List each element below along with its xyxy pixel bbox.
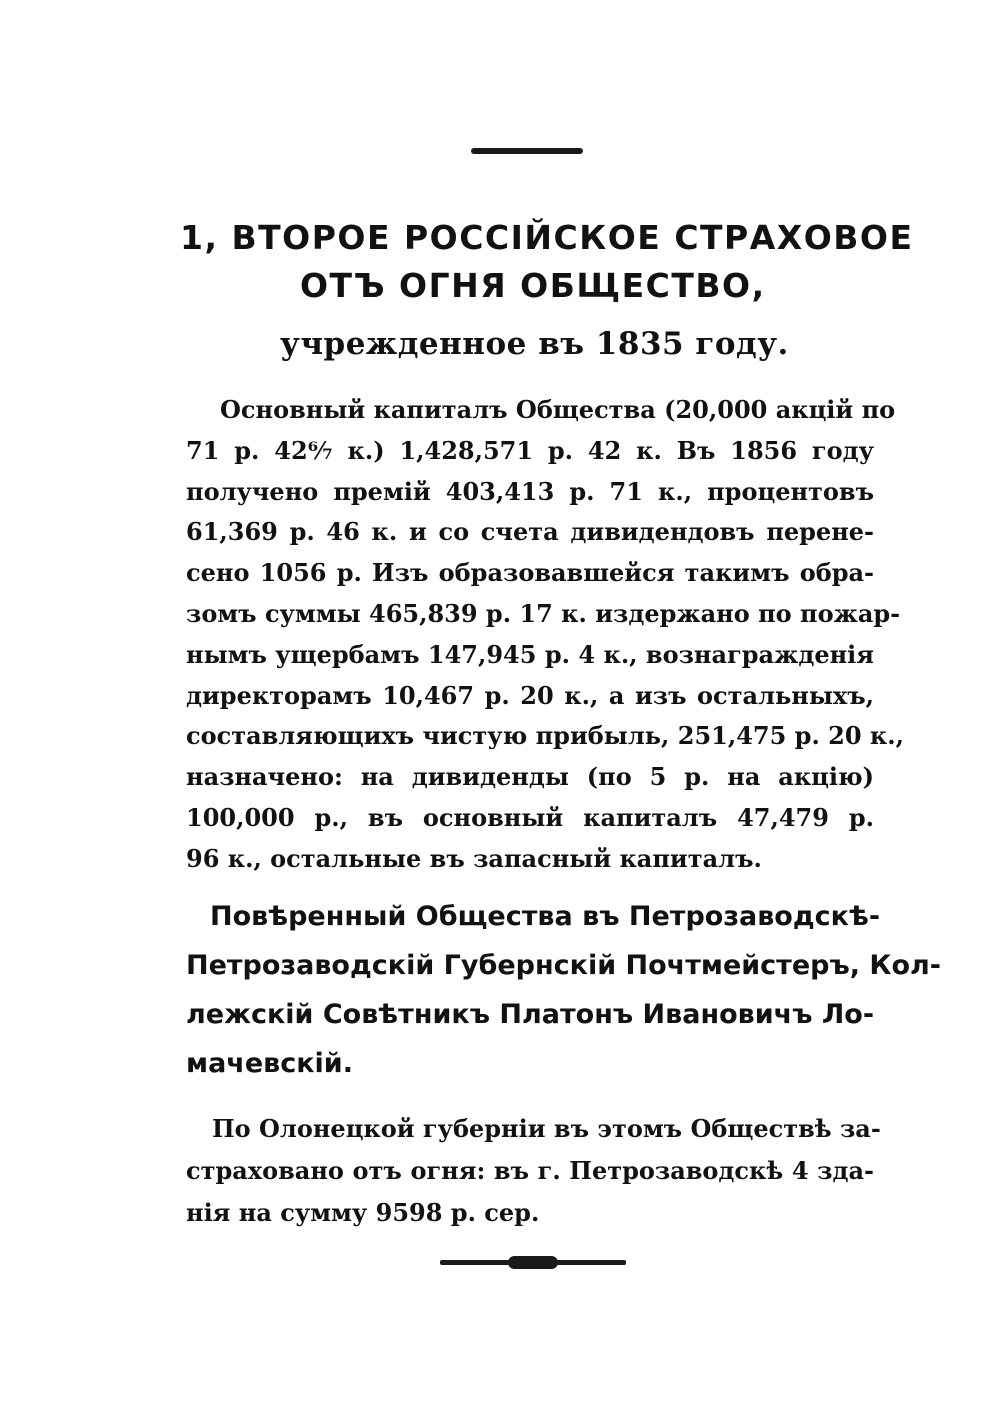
text-line: сено 1056 р. Изъ образовавшейся такимъ обра- (186, 558, 874, 588)
agent-paragraph (186, 892, 942, 1088)
text-line: 100,000 р., въ основный капиталъ 47,479 р. (186, 802, 874, 832)
heading-subtitle: учрежденное въ 1835 году. (280, 326, 789, 362)
ornament-center-beads (508, 1256, 558, 1269)
text-line: нія на сумму 9598 р. сер. (186, 1198, 540, 1227)
heading-line-2: ОТЪ ОГНЯ ОБЩЕСТВО, (300, 266, 766, 305)
text-line: нымъ ущербамъ 147,945 р. 4 к., вознагражденія (186, 639, 874, 669)
ornament-right-bar (556, 1260, 626, 1265)
ornament-left-bar (440, 1260, 510, 1265)
text-line: зомъ суммы 465,839 р. 17 к. издержано по пожар- (186, 598, 901, 628)
text-line: 61,369 р. 46 к. и со счета дивидендовъ перене- (186, 517, 874, 547)
text-line: Повѣренный Общества въ Петрозаводскѣ- (210, 901, 881, 932)
text-line: 71 р. 42⁶⁄₇ к.) 1,428,571 р. 42 к. Въ 1856 году (186, 435, 874, 465)
text-line: Петрозаводскій Губернскій Почтмейстеръ, Кол- (186, 950, 942, 981)
text-line: получено премій 403,413 р. 71 к., процентовъ (186, 476, 874, 506)
text-line: составляющихъ чистую прибыль, 251,475 р. 20 к., (186, 721, 904, 751)
text-line: страховано отъ огня: въ г. Петрозаводскѣ 4 зда- (186, 1156, 874, 1185)
text-line: назначено: на дивиденды (по 5 р. на акцію) (186, 762, 874, 792)
text-line: директорамъ 10,467 р. 20 к., а изъ остальныхъ, (186, 680, 874, 710)
text-line: лежскій Совѣтникъ Платонъ Ивановичъ Ло- (186, 999, 875, 1030)
top-rule-divider (471, 148, 583, 154)
bottom-ornament-divider (440, 1252, 626, 1272)
text-line: 96 к., остальные въ запасный капиталъ. (186, 843, 762, 873)
olonets-insurance-paragraph (186, 1108, 881, 1234)
heading-line-1: 1, ВТОРОЕ РОССІЙСКОЕ СТРАХОВОЕ (180, 218, 914, 257)
text-line: Основный капиталъ Общества (20,000 акцій по (220, 395, 896, 424)
text-line: мачевскій. (186, 1048, 353, 1079)
text-line: По Олонецкой губерніи въ этомъ Обществѣ за- (212, 1114, 881, 1143)
capital-report-paragraph (186, 390, 904, 880)
